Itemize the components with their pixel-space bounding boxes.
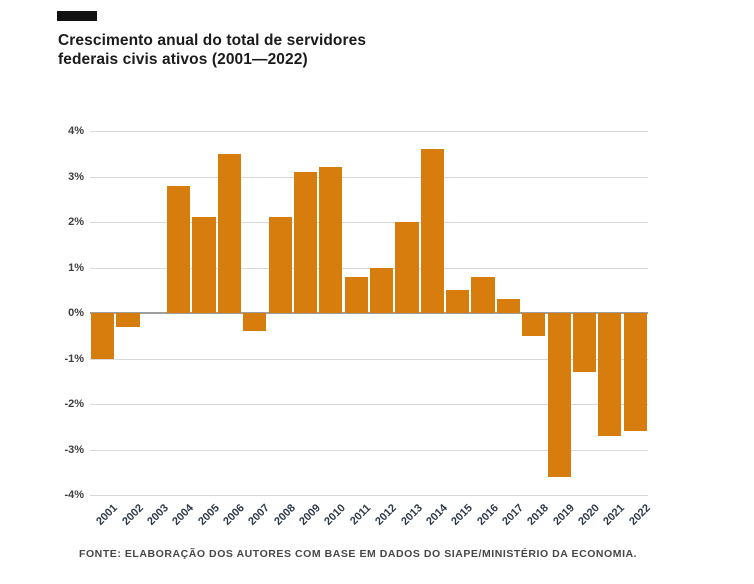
y-axis-label-2%: 2% (68, 216, 84, 228)
bar-2019 (548, 313, 571, 477)
chart-title-line2: federais civis ativos (2001—2022) (58, 51, 308, 68)
y-axis-label--1%: -1% (64, 352, 84, 365)
x-axis-label-2011: 2011 (348, 502, 374, 528)
bar-2005 (192, 217, 215, 313)
bar-2016 (471, 277, 494, 313)
bar-2007 (243, 313, 266, 331)
x-axis-label-2003: 2003 (145, 502, 171, 528)
y-axis-label-3%: 3% (68, 170, 84, 183)
bar-2004 (167, 186, 190, 313)
x-axis-label-2009: 2009 (297, 502, 324, 528)
x-axis-label-2019: 2019 (550, 502, 577, 528)
y-axis-label--3%: -3% (64, 443, 84, 456)
bar-2020 (573, 313, 596, 372)
x-axis-label-2022: 2022 (627, 502, 653, 528)
bar-2013 (395, 222, 418, 313)
bar-2008 (269, 217, 292, 313)
x-axis-label-2002: 2002 (119, 502, 146, 528)
x-axis-label-2012: 2012 (373, 502, 400, 528)
x-axis-label-2013: 2013 (398, 502, 425, 528)
y-axis-label-1%: 1% (68, 261, 84, 274)
x-axis-label-2020: 2020 (576, 502, 603, 528)
x-axis-label-2014: 2014 (424, 502, 450, 528)
gridline-3% (90, 177, 648, 178)
y-axis-label-4%: 4% (68, 125, 84, 137)
x-axis-label-2007: 2007 (246, 502, 273, 528)
source-note: FONTE: ELABORAÇÃO DOS AUTORES COM BASE EM DADOS DO SIAPE/MINISTÉRIO DA ECONOMIA. (79, 548, 638, 560)
bar-2021 (598, 313, 621, 436)
bar-2009 (294, 172, 317, 313)
bar-2018 (522, 313, 545, 336)
bar-2022 (624, 313, 647, 431)
bar-2012 (370, 268, 393, 314)
bar-2017 (497, 299, 520, 313)
bar-2011 (345, 277, 368, 313)
bar-2001 (91, 313, 114, 359)
chart-title-line1: Crescimento anual do total de servidores (58, 32, 367, 49)
y-axis-label-0%: 0% (68, 307, 84, 319)
bar-2006 (218, 154, 241, 313)
y-axis-label--2%: -2% (64, 398, 84, 410)
x-axis-label-2018: 2018 (525, 502, 552, 528)
x-axis-label-2008: 2008 (271, 502, 298, 528)
x-axis-label-2005: 2005 (195, 502, 222, 528)
x-axis-label-2016: 2016 (474, 502, 501, 528)
bar-2015 (446, 290, 469, 313)
x-axis-label-2010: 2010 (322, 502, 349, 528)
x-axis-label-2017: 2017 (500, 502, 526, 528)
gridline--4% (90, 495, 648, 496)
x-axis-label-2015: 2015 (449, 502, 476, 528)
gridline-4% (90, 131, 648, 132)
bar-2002 (116, 313, 139, 327)
y-axis-label--4%: -4% (64, 489, 84, 501)
bar-2010 (319, 167, 342, 313)
bar-2014 (421, 149, 444, 313)
x-axis-label-2006: 2006 (221, 502, 247, 528)
x-axis-label-2001: 2001 (94, 502, 121, 528)
x-axis-label-2021: 2021 (601, 502, 628, 528)
x-axis-label-2004: 2004 (170, 502, 197, 528)
